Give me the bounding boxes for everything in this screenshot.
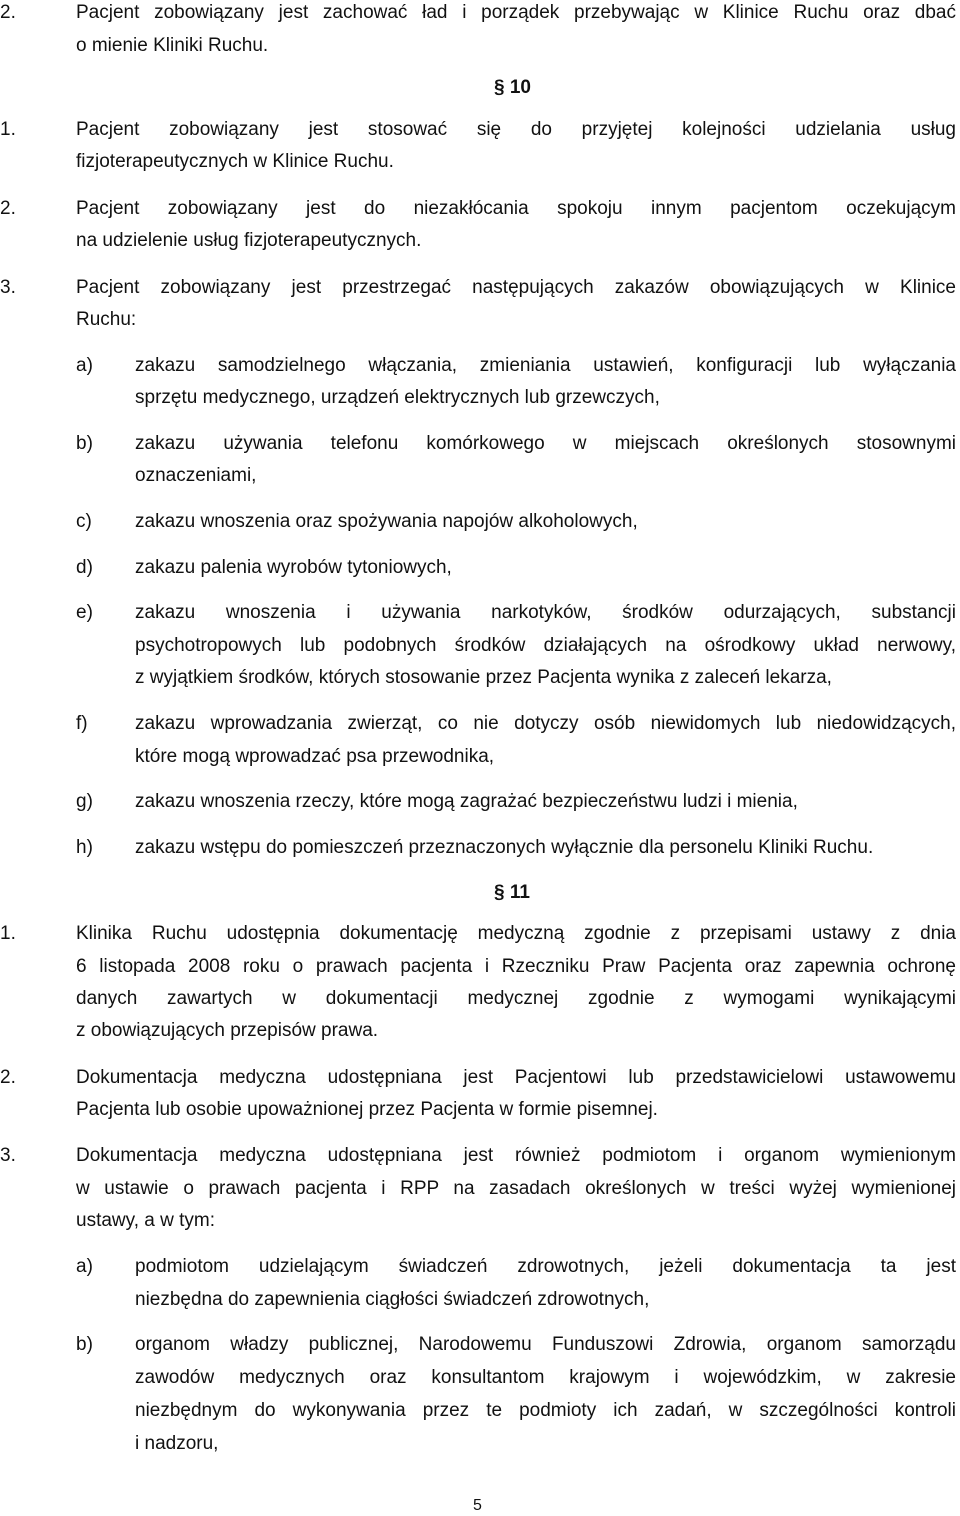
paragraph-line: Pacjent zobowiązany jest do niezakłócania spokoju innym pacjentom oczekującym bbox=[76, 198, 956, 219]
paragraph-number: 2. bbox=[0, 198, 16, 219]
paragraph-line: Pacjenta lub osobie upoważnionej przez Pacjenta w formie pisemnej. bbox=[76, 1099, 658, 1120]
list-item-line: psychotropowych lub podobnych środków działających na ośrodkowy układ nerwowy, bbox=[135, 635, 956, 656]
list-item-line: sprzętu medycznego, urządzeń elektrycznych lub grzewczych, bbox=[135, 387, 660, 408]
list-marker: d) bbox=[76, 557, 93, 578]
list-item-line: zakazu palenia wyrobów tytoniowych, bbox=[135, 557, 452, 578]
page-number: 5 bbox=[473, 1497, 482, 1514]
list-item-line: zakazu wnoszenia oraz spożywania napojów alkoholowych, bbox=[135, 511, 638, 532]
list-item-line: zakazu wstępu do pomieszczeń przeznaczonych wyłącznie dla personelu Kliniki Ruchu. bbox=[135, 837, 874, 858]
section-heading-11: § 11 bbox=[494, 882, 530, 903]
paragraph-line: danych zawartych w dokumentacji medycznej zgodnie z wymogami wynikającymi bbox=[76, 988, 956, 1009]
list-item-line: zakazu używania telefonu komórkowego w miejscach określonych stosownymi bbox=[135, 433, 956, 454]
paragraph-line: Ruchu: bbox=[76, 309, 137, 330]
list-marker: b) bbox=[76, 433, 93, 454]
list-item-line: organom władzy publicznej, Narodowemu Funduszowi Zdrowia, organom samorządu bbox=[135, 1334, 956, 1355]
paragraph-line: z obowiązujących przepisów prawa. bbox=[76, 1020, 379, 1041]
paragraph-number: 3. bbox=[0, 277, 16, 298]
list-marker: b) bbox=[76, 1334, 93, 1355]
list-item-line: z wyjątkiem środków, których stosowanie przez Pacjenta wynika z zaleceń lekarza, bbox=[135, 667, 832, 688]
paragraph-number: 1. bbox=[0, 923, 16, 944]
list-item-line: niezbędna do zapewnienia ciągłości świadczeń zdrowotnych, bbox=[135, 1289, 650, 1310]
list-marker: h) bbox=[76, 837, 93, 858]
paragraph-number: 2. bbox=[0, 2, 16, 23]
paragraph-line: ustawy, a w tym: bbox=[76, 1210, 216, 1231]
paragraph-line: na udzielenie usług fizjoterapeutycznych. bbox=[76, 230, 422, 251]
list-item-line: zawodów medycznych oraz konsultantom krajowym i wojewódzkim, w zakresie bbox=[135, 1367, 956, 1388]
paragraph-line: fizjoterapeutycznych w Klinice Ruchu. bbox=[76, 151, 394, 172]
list-marker: g) bbox=[76, 791, 93, 812]
list-item-line: zakazu wnoszenia i używania narkotyków, środków odurzających, substancji bbox=[135, 602, 956, 623]
list-item-line: i nadzoru, bbox=[135, 1433, 219, 1454]
list-item-line: niezbędnym do wykonywania przez te podmioty ich zadań, w szczególności kontroli bbox=[135, 1400, 956, 1421]
paragraph-line: 6 listopada 2008 roku o prawach pacjenta i Rzeczniku Praw Pacjenta oraz zapewnia ochronę bbox=[76, 956, 956, 977]
paragraph-number: 2. bbox=[0, 1067, 16, 1088]
list-item-line: zakazu wnoszenia rzeczy, które mogą zagrażać bezpieczeństwu ludzi i mienia, bbox=[135, 791, 798, 812]
paragraph-line: Pacjent zobowiązany jest zachować ład i porządek przebywając w Klinice Ruchu oraz dbać bbox=[76, 2, 956, 23]
list-marker: a) bbox=[76, 355, 93, 376]
paragraph-line: w ustawie o prawach pacjenta i RPP na zasadach określonych w treści wyżej wymienionej bbox=[76, 1178, 956, 1199]
paragraph-line: Klinika Ruchu udostępnia dokumentację medyczną zgodnie z przepisami ustawy z dnia bbox=[76, 923, 956, 944]
list-item-line: zakazu samodzielnego włączania, zmieniania ustawień, konfiguracji lub wyłączania bbox=[135, 355, 956, 376]
paragraph-line: Pacjent zobowiązany jest stosować się do przyjętej kolejności udzielania usług bbox=[76, 119, 956, 140]
paragraph-line: o mienie Kliniki Ruchu. bbox=[76, 35, 269, 56]
paragraph-number: 1. bbox=[0, 119, 16, 140]
list-marker: a) bbox=[76, 1256, 93, 1277]
list-marker: c) bbox=[76, 511, 92, 532]
list-item-line: oznaczeniami, bbox=[135, 465, 257, 486]
list-item-line: które mogą wprowadzać psa przewodnika, bbox=[135, 746, 495, 767]
list-marker: f) bbox=[76, 713, 88, 734]
paragraph-number: 3. bbox=[0, 1145, 16, 1166]
paragraph-line: Pacjent zobowiązany jest przestrzegać następujących zakazów obowiązujących w Klinice bbox=[76, 277, 956, 298]
list-item-line: podmiotom udzielającym świadczeń zdrowotnych, jeżeli dokumentacja ta jest bbox=[135, 1256, 956, 1277]
list-item-line: zakazu wprowadzania zwierząt, co nie dotyczy osób niewidomych lub niedowidzących, bbox=[135, 713, 956, 734]
paragraph-line: Dokumentacja medyczna udostępniana jest Pacjentowi lub przedstawicielowi ustawowemu bbox=[76, 1067, 956, 1088]
paragraph-line: Dokumentacja medyczna udostępniana jest również podmiotom i organom wymienionym bbox=[76, 1145, 956, 1166]
section-heading-10: § 10 bbox=[494, 77, 531, 98]
list-marker: e) bbox=[76, 602, 93, 623]
